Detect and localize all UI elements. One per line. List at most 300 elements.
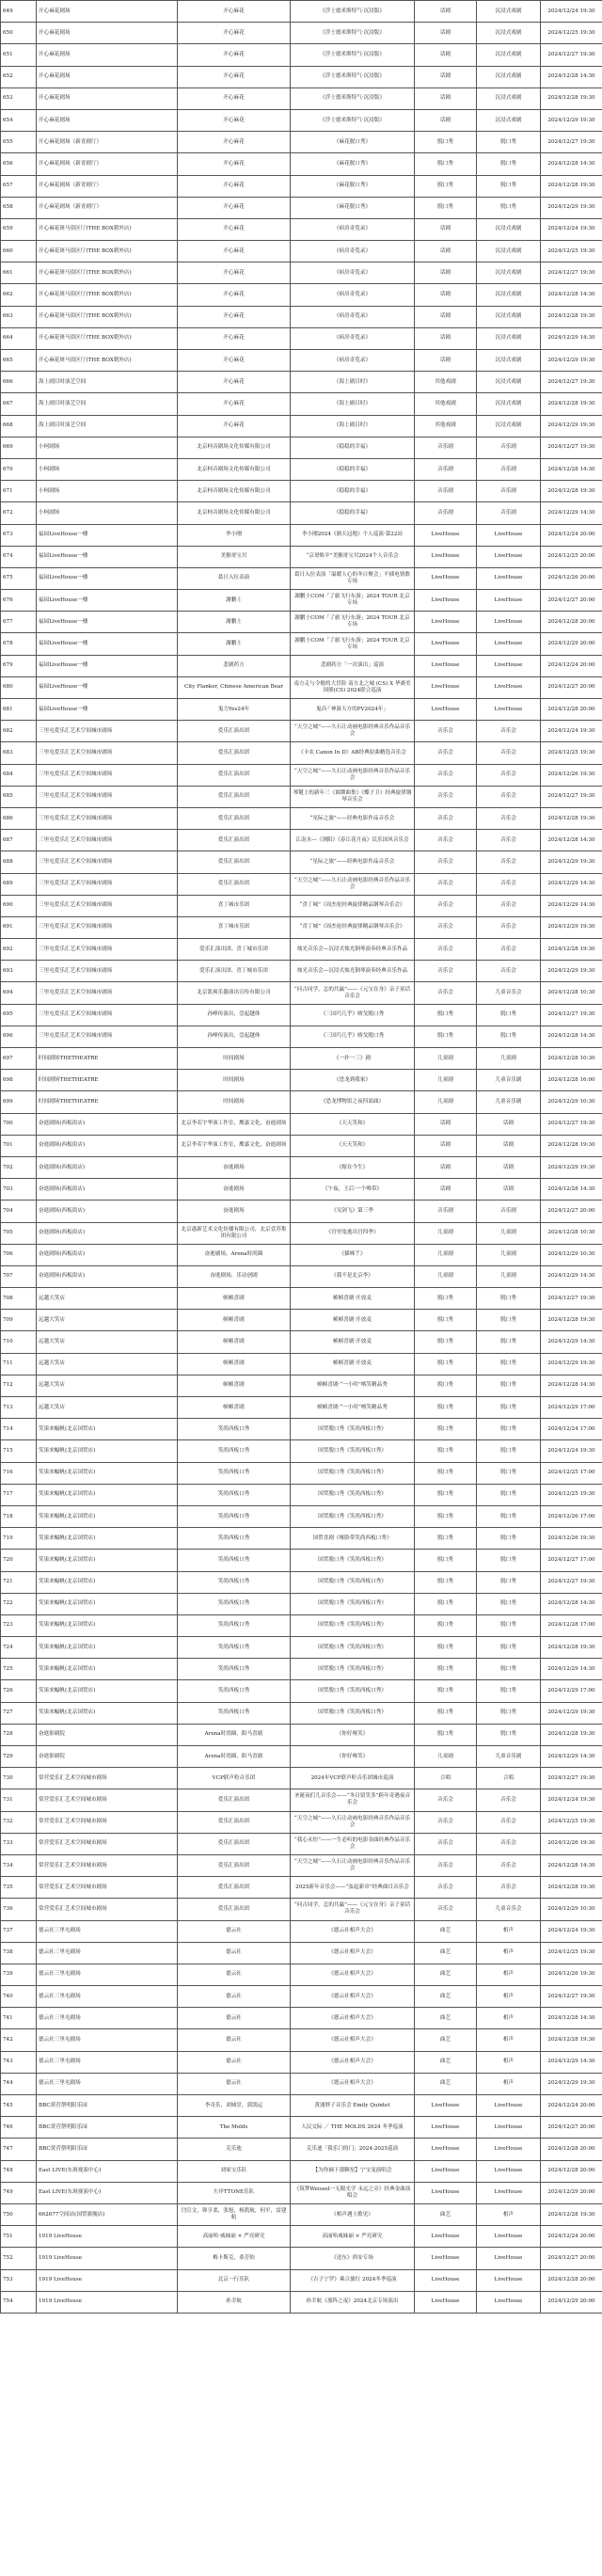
cell-venue: 福园LiveHouse一楼 [37,612,178,633]
table-row [1,699,602,721]
cell-venue: 1919 LiveHouse [37,2291,178,2313]
cell-organizer: 爱乐汇演出团 [178,1789,291,1811]
cell-venue: 常营爱乐汇艺术空间城市剧场 [37,1833,178,1854]
cell-row-number: 662 [1,284,37,306]
table-row [1,721,602,742]
table-row [1,1048,602,1070]
cell-datetime: 2024/12/28 19:30 [541,1310,602,1331]
cell-row-number: 656 [1,153,37,175]
cell-subcategory: 音乐会 [477,807,541,829]
cell-venue: 笑果来幅帆(北京国贸店) [37,1419,178,1440]
table-row [1,2248,602,2269]
cell-show-title: 国贸脱口秀《笑尚西板口秀》 [291,1637,415,1659]
cell-venue: 笑果来幅帆(北京国贸店) [37,1702,178,1724]
cell-subcategory: 音乐会 [477,721,541,742]
cell-organizer: 北京惑新艺术文化传播有限公司，北京壹苏集团有限公司 [178,1222,291,1244]
cell-row-number: 749 [1,2182,37,2203]
cell-row-number: 752 [1,2248,37,2269]
table-row [1,1964,602,1985]
cell-category: 音乐会 [415,721,477,742]
cell-subcategory: 儿童音乐会 [477,982,541,1004]
cell-subcategory: LiveHouse [477,2117,541,2139]
cell-datetime: 2024/12/28 10:30 [541,1048,602,1070]
cell-category: 话剧 [415,1179,477,1201]
cell-subcategory: LiveHouse [477,2139,541,2160]
table-row [1,524,602,546]
cell-venue: 福园LiveHouse一楼 [37,633,178,655]
cell-category: 曲艺 [415,1920,477,1942]
cell-category: 脱口秀 [415,1419,477,1440]
cell-datetime: 2024/12/28 14:30 [541,1854,602,1876]
cell-venue: 海上剧目时演艺空间 [37,372,178,393]
cell-row-number: 695 [1,1004,37,1026]
table-row [1,895,602,916]
cell-show-title: 《浮士德米斯特气·沉浸版》 [291,44,415,66]
table-row [1,830,602,851]
cell-row-number: 682 [1,721,37,742]
cell-row-number: 661 [1,262,37,284]
cell-datetime: 2024/12/28 20:00 [541,2139,602,2160]
cell-show-title: 《三国巧几乎》喀戈脱口秀 [291,1026,415,1047]
cell-venue: 笑果来幅帆(北京国贸店) [37,1571,178,1593]
cell-row-number: 683 [1,742,37,764]
cell-datetime: 2024/12/29 14:30 [541,1659,602,1680]
table-row [1,1179,602,1201]
cell-show-title: 《德云社相声大会》 [291,1920,415,1942]
cell-venue: 常营爱乐汇艺术空间城市剧场 [37,1854,178,1876]
cell-venue: 福园LiveHouse一楼 [37,699,178,721]
cell-datetime: 2024/12/28 14:30 [541,1026,602,1047]
table-row [1,2073,602,2094]
cell-venue: 奋進剧场(西板街店) [37,1222,178,1244]
cell-category: 曲艺 [415,1942,477,1964]
cell-datetime: 2024/12/24 20:00 [541,2226,602,2248]
cell-category: LiveHouse [415,655,477,676]
cell-venue: 福园LiveHouse一楼 [37,655,178,676]
cell-subcategory: 沉浸式戏剧 [477,1,541,23]
cell-category: 儿童剧 [415,1222,477,1244]
table-row [1,1004,602,1026]
cell-datetime: 2024/12/25 19:30 [541,1811,602,1833]
cell-venue: 奋進剧场(西板街店) [37,1244,178,1265]
cell-datetime: 2024/12/26 20:00 [541,567,602,589]
table-row [1,197,602,218]
cell-organizer: 高丽哈·威妹丽 × 严亮研究 [178,2226,291,2248]
cell-organizer: 謝鹏士 [178,590,291,612]
cell-show-title: 《病房奇览录》 [291,306,415,327]
cell-subcategory: 音乐会 [477,742,541,764]
cell-row-number: 665 [1,350,37,372]
cell-venue: 开心麻花斑马街区厅(THE BOX朝外店) [37,306,178,327]
cell-row-number: 751 [1,2226,37,2248]
cell-venue: 笑果来幅帆(北京国贸店) [37,1659,178,1680]
cell-show-title: 琴键上的新年三《圆舞曲集》《蝶子卫》经典旋律钢琴音乐会 [291,786,415,807]
cell-organizer: 开心麻花 [178,218,291,240]
cell-subcategory: 音乐会 [477,851,541,873]
cell-organizer: 开心麻花 [178,306,291,327]
cell-subcategory: 脱口秀 [477,1571,541,1593]
cell-show-title: 《稳稳的幸福》 [291,481,415,502]
cell-subcategory: 音乐会 [477,786,541,807]
cell-show-title: 《德云社相声大会》 [291,1986,415,2008]
table-row [1,1397,602,1419]
cell-organizer: 笑尚西板口秀 [178,1637,291,1659]
table-row [1,590,602,612]
cell-organizer: 笑尚西板口秀 [178,1593,291,1614]
cell-datetime: 2024/12/29 10:30 [541,1899,602,1920]
cell-venue: East LIVE(东斑视演中心) [37,2160,178,2182]
cell-category: LiveHouse [415,633,477,655]
cell-venue: 德云社三里屯剧场 [37,2051,178,2073]
cell-category: 话剧 [415,350,477,372]
cell-organizer: 爱乐汇演出团 [178,742,291,764]
table-row [1,1113,602,1135]
table-row [1,218,602,240]
cell-organizer: 开心麻花 [178,415,291,437]
cell-venue: 三里屯爱乐汇艺术空间城市剧场 [37,916,178,938]
cell-category: LiveHouse [415,2248,477,2269]
cell-venue: 开心麻花剧场（新青剧厅） [37,132,178,153]
cell-venue: 三里屯爱乐汇艺术空间城市剧场 [37,742,178,764]
cell-datetime: 2024/12/24 19:30 [541,721,602,742]
cell-row-number: 690 [1,895,37,916]
cell-subcategory: 相声 [477,1964,541,1985]
cell-organizer: 德云社 [178,1964,291,1985]
table-row [1,1724,602,1745]
table-row [1,1288,602,1310]
cell-show-title: 《你好喀笑》 [291,1746,415,1768]
table-row [1,2182,602,2203]
cell-organizer: 爱乐汇演出团 [178,721,291,742]
cell-organizer: 帧帧喜剧 [178,1375,291,1396]
cell-row-number: 649 [1,1,37,23]
cell-show-title: 国贸脱口秀《笑尚西板口秀》 [291,1571,415,1593]
table-row [1,2008,602,2029]
cell-category: LiveHouse [415,590,477,612]
cell-venue: 开心麻花剧场（新青剧厅） [37,197,178,218]
cell-subcategory: 脱口秀 [477,1440,541,1462]
cell-category: LiveHouse [415,2139,477,2160]
cell-subcategory: LiveHouse [477,2182,541,2203]
cell-venue: 笑果来幅帆(北京国贸店) [37,1614,178,1636]
cell-datetime: 2024/12/28 19:30 [541,939,602,961]
cell-venue: 远越大笑店 [37,1310,178,1331]
cell-subcategory: LiveHouse [477,546,541,567]
cell-datetime: 2024/12/28 20:00 [541,2269,602,2291]
cell-category: 话剧 [415,1135,477,1156]
table-row [1,1244,602,1265]
cell-show-title: 2024年VCP联声粒音乐团城市巡演 [291,1768,415,1789]
table-row [1,1353,602,1375]
cell-category: 音乐会 [415,961,477,982]
cell-row-number: 694 [1,982,37,1004]
cell-datetime: 2024/12/28 19:30 [541,807,602,829]
cell-venue: 常营爱乐汇艺术空间城市剧场 [37,1877,178,1899]
cell-row-number: 723 [1,1614,37,1636]
cell-show-title: 《麻花脱口秀》 [291,197,415,218]
cell-category: LiveHouse [415,676,477,698]
cell-subcategory: 沉浸式戏剧 [477,44,541,66]
cell-row-number: 718 [1,1505,37,1527]
cell-row-number: 668 [1,415,37,437]
cell-datetime: 2024/12/29 19:30 [541,916,602,938]
cell-category: 音乐剧 [415,458,477,480]
table-row [1,153,602,175]
table-row [1,415,602,437]
cell-organizer: 开心麻花 [178,153,291,175]
cell-datetime: 2024/12/27 20:00 [541,676,602,698]
cell-datetime: 2024/12/27 19:30 [541,372,602,393]
table-row [1,1375,602,1396]
cell-datetime: 2024/12/29 17:00 [541,1397,602,1419]
cell-venue: 开心麻花剧场 [37,44,178,66]
cell-organizer: 美猴哥宝贝 [178,546,291,567]
cell-show-title: 《筑梦Weissel一无限光学 永远之旁》经典金曲演唱会 [291,2182,415,2203]
cell-datetime: 2024/12/28 14:30 [541,1179,602,1201]
cell-venue: 三里屯爱乐汇艺术空间城市剧场 [37,873,178,895]
cell-organizer: 笑尚西板口秀 [178,1659,291,1680]
cell-venue: 1919 LiveHouse [37,2226,178,2248]
cell-subcategory: 脱口秀 [477,1593,541,1614]
cell-category: 脱口秀 [415,153,477,175]
cell-organizer: 笑尚西板口秀 [178,1571,291,1593]
cell-subcategory: 脱口秀 [477,1004,541,1026]
cell-subcategory: 音乐剧 [477,458,541,480]
cell-row-number: 730 [1,1768,37,1789]
cell-category: LiveHouse [415,546,477,567]
cell-subcategory: 儿童音乐剧 [477,1091,541,1113]
cell-show-title: 《病房奇览录》 [291,350,415,372]
cell-organizer: 开心麻花 [178,327,291,349]
cell-category: 音乐会 [415,895,477,916]
cell-organizer: 开心麻花 [178,109,291,131]
cell-datetime: 2024/12/24 19:30 [541,1440,602,1462]
cell-datetime: 2024/12/28 19:30 [541,306,602,327]
cell-category: 话剧 [415,218,477,240]
cell-venue: 1919 LiveHouse [37,2248,178,2269]
cell-show-title: 《稳稳的幸福》 [291,437,415,458]
cell-category: 音乐会 [415,764,477,786]
table-row [1,1614,602,1636]
cell-venue: 三里屯爱乐汇艺术空间城市剧场 [37,939,178,961]
cell-show-title: 国贸脱口秀《笑尚西板口秀》 [291,1505,415,1527]
cell-organizer: 北京柯音剧场文化传媒有限公司 [178,437,291,458]
table-row [1,1440,602,1462]
table-row [1,2226,602,2248]
cell-show-title: 《嫁在今生》 [291,1156,415,1178]
cell-venue: 开心麻花剧场 [37,87,178,109]
cell-row-number: 700 [1,1113,37,1135]
cell-row-number: 699 [1,1091,37,1113]
cell-category: 脱口秀 [415,1528,477,1550]
cell-subcategory: 沉浸式戏剧 [477,109,541,131]
cell-venue: 三里屯爱乐汇艺术空间城市剧场 [37,982,178,1004]
cell-show-title: 《病房奇览录》 [291,327,415,349]
cell-show-title: “我心永恒”——一生必听的电影金曲经典作品音乐会 [291,1833,415,1854]
cell-subcategory: 音乐会 [477,895,541,916]
cell-datetime: 2024/12/28 19:30 [541,87,602,109]
cell-category: 曲艺 [415,2008,477,2029]
table-row [1,372,602,393]
cell-row-number: 677 [1,612,37,633]
cell-row-number: 674 [1,546,37,567]
cell-subcategory: 话剧 [477,1113,541,1135]
cell-row-number: 663 [1,306,37,327]
cell-subcategory: 脱口秀 [477,197,541,218]
cell-venue: 三里屯爱乐汇艺术空间城市剧场 [37,1026,178,1047]
cell-datetime: 2024/12/27 19:30 [541,1113,602,1135]
cell-venue: 三里屯爱乐汇艺术空间城市剧场 [37,721,178,742]
table-row [1,1135,602,1156]
cell-show-title: 鬼昌·「神游天方的PV2024年」 [291,699,415,721]
cell-category: LiveHouse [415,2269,477,2291]
cell-show-title: 国贸脱口秀《笑尚西板口秀》 [291,1659,415,1680]
cell-category: 曲艺 [415,1964,477,1985]
cell-category: 音乐剧 [415,481,477,502]
cell-venue: 海上剧目时演艺空间 [37,393,178,415]
cell-show-title: 高丽哈威妹丽 × 严亮研究 [291,2226,415,2248]
cell-row-number: 746 [1,2117,37,2139]
cell-subcategory: 脱口秀 [477,153,541,175]
cell-datetime: 2024/12/29 19:30 [541,2073,602,2094]
cell-subcategory: 沉浸式戏剧 [477,372,541,393]
cell-category: 脱口秀 [415,1026,477,1047]
cell-datetime: 2024/12/29 14:30 [541,1265,602,1287]
cell-subcategory: 脱口秀 [477,1505,541,1527]
cell-organizer: 帧帧喜剧 [178,1331,291,1353]
cell-row-number: 657 [1,175,37,197]
cell-venue: 德云社三里屯剧场 [37,2029,178,2051]
cell-category: 音乐剧 [415,1201,477,1222]
cell-organizer: 德云社 [178,2008,291,2029]
cell-organizer: 爱乐汇演出团 [178,1833,291,1854]
cell-row-number: 721 [1,1571,37,1593]
cell-organizer: 奋進剧场 [178,1201,291,1222]
cell-venue: 奋進影剧院 [37,1724,178,1745]
cell-venue: 笑果来幅帆(北京国贸店) [37,1550,178,1571]
cell-venue: 三里屯爱乐汇艺术空间城市剧场 [37,1004,178,1026]
cell-datetime: 2024/12/29 20:00 [541,2182,602,2203]
cell-row-number: 664 [1,327,37,349]
cell-organizer: 悲剧药方 [178,655,291,676]
schedule-rows [1,1,602,2314]
cell-venue: 德云社三里屯剧场 [37,2073,178,2094]
cell-row-number: 715 [1,1440,37,1462]
cell-datetime: 2024/12/29 14:30 [541,502,602,524]
cell-category: 音乐会 [415,1833,477,1854]
cell-subcategory: 音乐会 [477,939,541,961]
cell-organizer: 爱乐汇演出团 [178,1899,291,1920]
cell-venue: 奋進剧场(西板街店) [37,1265,178,1287]
cell-venue: 德云社三里屯剧场 [37,2008,178,2029]
cell-row-number: 679 [1,655,37,676]
cell-venue: 笑果来幅帆(北京国贸店) [37,1505,178,1527]
cell-subcategory: LiveHouse [477,2269,541,2291]
cell-subcategory: 沉浸式戏剧 [477,327,541,349]
cell-datetime: 2024/12/24 17:00 [541,1419,602,1440]
cell-row-number: 688 [1,851,37,873]
cell-category: 话剧 [415,1113,477,1135]
cell-row-number: 707 [1,1265,37,1287]
cell-show-title: 国贸脱口秀《笑尚西板口秀》 [291,1440,415,1462]
cell-venue: 小柯剧场 [37,502,178,524]
cell-subcategory: 沉浸式戏剧 [477,218,541,240]
cell-category: LiveHouse [415,2117,477,2139]
table-row [1,2139,602,2160]
cell-subcategory: 相声 [477,2029,541,2051]
cell-show-title: 《浮士德米斯特气·沉浸版》 [291,109,415,131]
cell-category: 脱口秀 [415,1004,477,1026]
cell-datetime: 2024/12/26 19:30 [541,1528,602,1550]
cell-venue: 德云社三里屯剧场 [37,1920,178,1942]
cell-show-title: 国贸脱口秀《笑尚西板口秀》 [291,1550,415,1571]
cell-category: 其他戏剧 [415,393,477,415]
cell-category: 话剧 [415,241,477,262]
cell-row-number: 669 [1,437,37,458]
cell-venue: 常营爱乐汇艺术空间城市剧场 [37,1789,178,1811]
cell-venue: 开心麻花斑马街区厅(THE BOX朝外店) [37,262,178,284]
table-row [1,2160,602,2182]
cell-subcategory: 儿童剧 [477,1265,541,1287]
cell-row-number: 709 [1,1310,37,1331]
cell-organizer: 开心麻花 [178,197,291,218]
cell-row-number: 747 [1,2139,37,2160]
cell-datetime: 2024/12/28 19:30 [541,1637,602,1659]
cell-datetime: 2024/12/29 14:30 [541,1746,602,1768]
cell-datetime: 2024/12/28 19:30 [541,2203,602,2225]
cell-row-number: 692 [1,939,37,961]
cell-subcategory: 脱口秀 [477,1310,541,1331]
cell-show-title: 《海上剧目时》 [291,415,415,437]
cell-organizer: 时间剧场 [178,1048,291,1070]
cell-subcategory: 脱口秀 [477,1550,541,1571]
cell-show-title: 《天天笑和》 [291,1113,415,1135]
table-row [1,1222,602,1244]
cell-row-number: 705 [1,1222,37,1244]
cell-organizer: 克乐迪 [178,2139,291,2160]
cell-subcategory: 音乐会 [477,1877,541,1899]
cell-datetime: 2024/12/26 17:00 [541,1505,602,1527]
cell-row-number: 698 [1,1070,37,1091]
cell-venue: 开心麻花斑马街区厅(THE BOX朝外店) [37,284,178,306]
cell-subcategory: 相声 [477,2203,541,2225]
cell-subcategory: 脱口秀 [477,1680,541,1702]
cell-organizer: VCP联声粒音乐团 [178,1768,291,1789]
cell-show-title: 《病房奇览录》 [291,262,415,284]
cell-subcategory: 合唱 [477,1768,541,1789]
cell-show-title: 《三国巧几乎》喀戈脱口秀 [291,1004,415,1026]
cell-show-title: 《送东》西安专场 [291,2248,415,2269]
cell-datetime: 2024/12/27 20:00 [541,2248,602,2269]
cell-row-number: 691 [1,916,37,938]
cell-category: 音乐会 [415,830,477,851]
table-row [1,437,602,458]
cell-datetime: 2024/12/24 20:00 [541,524,602,546]
cell-datetime: 2024/12/29 19:30 [541,1156,602,1178]
cell-show-title: 人民交际 ／ THE MOLDS 2024 冬季巡演 [291,2117,415,2139]
cell-subcategory: 脱口秀 [477,1462,541,1484]
cell-organizer: 爱乐汇演出团 [178,1811,291,1833]
cell-organizer: 开心麻花 [178,132,291,153]
cell-subcategory: 音乐会 [477,916,541,938]
cell-show-title: 《海上剧目时》 [291,393,415,415]
cell-row-number: 673 [1,524,37,546]
cell-organizer: 开心麻花 [178,350,291,372]
cell-venue: 三里屯爱乐汇艺术空间城市剧场 [37,830,178,851]
cell-datetime: 2024/12/28 19:30 [541,2029,602,2051]
cell-show-title: 謝鹏士COM「了旅飞行东游」2024 TOUR 北京专场 [291,590,415,612]
cell-subcategory: 音乐会 [477,1811,541,1833]
